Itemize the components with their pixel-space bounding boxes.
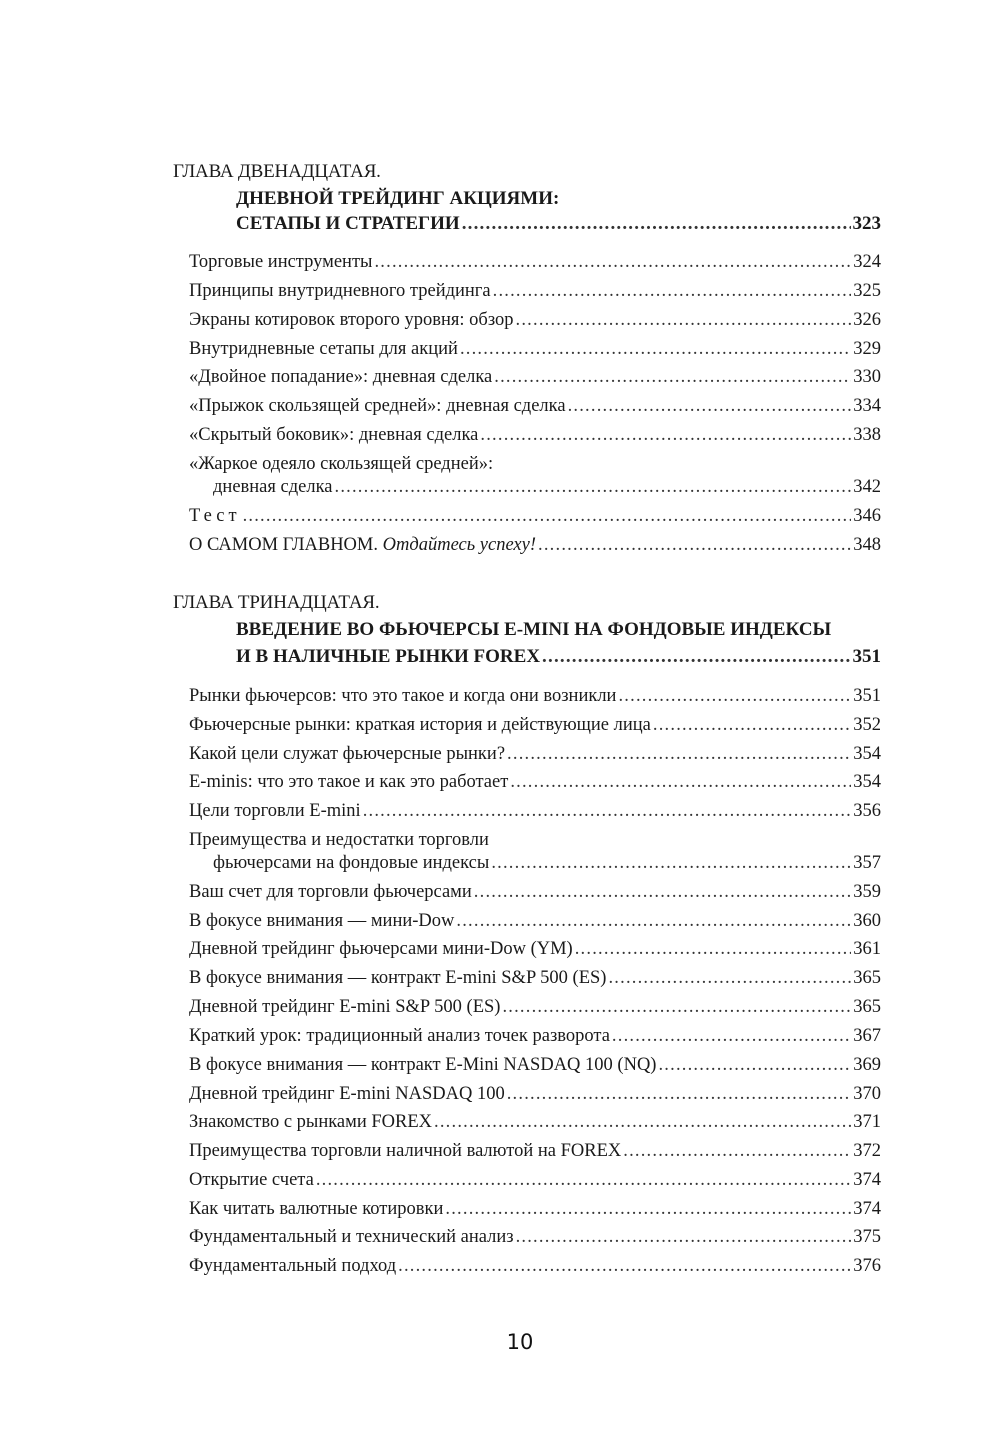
dot-leader <box>480 423 851 447</box>
page-number: 326 <box>853 310 881 330</box>
toc-entry[interactable]: Цели торговли E-mini ..... 356 <box>189 799 881 823</box>
toc-entry[interactable]: Фундаментальный подход ..... 376 <box>189 1254 881 1278</box>
toc-entry[interactable]: Какой цели служат фьючерсные рынки? ..... 354 <box>189 742 881 766</box>
toc-entry-line1[interactable]: Преимущества и недостатки торговли <box>189 830 489 850</box>
toc-entry[interactable]: Дневной трейдинг E-mini S&P 500 (ES) ..... 365 <box>189 995 881 1019</box>
page-number: 356 <box>853 801 881 821</box>
toc-entry[interactable]: О САМОМ ГЛАВНОМ. Отдайтесь успеху! ..... 348 <box>189 533 881 557</box>
toc-entry[interactable]: E-minis: что это такое и как это работает ..... 354 <box>189 770 881 794</box>
dot-leader <box>516 308 852 332</box>
toc-entry[interactable]: Дневной трейдинг фьючерсами мини-Dow (YM) ..... 361 <box>189 937 881 961</box>
dot-leader <box>474 880 851 904</box>
toc-entry[interactable]: Открытие счета ..... 374 <box>189 1168 881 1192</box>
toc-entry[interactable]: В фокусе внимания — контракт E-Mini NASDAQ 100 (NQ) ..... 369 <box>189 1053 881 1077</box>
toc-entry[interactable]: Принципы внутридневного трейдинга ..... 325 <box>189 279 881 303</box>
page-number: 351 <box>853 686 881 706</box>
page-number: 334 <box>853 396 881 416</box>
dot-leader <box>462 212 851 236</box>
page-number: 375 <box>853 1227 881 1247</box>
toc-entry[interactable]: фьючерсами на фондовые индексы ..... 357 <box>213 851 881 875</box>
chapter-12-label: ГЛАВА ДВЕНАДЦАТАЯ. <box>173 161 381 182</box>
page-number: 374 <box>853 1170 881 1190</box>
page-number: 360 <box>853 911 881 931</box>
dot-leader <box>507 742 851 766</box>
chapter-13-label: ГЛАВА ТРИНАДЦАТАЯ. <box>173 592 380 613</box>
dot-leader <box>374 250 851 274</box>
dot-leader <box>493 279 852 303</box>
dot-leader <box>434 1110 851 1134</box>
dot-leader <box>456 909 851 933</box>
page-number: 325 <box>853 281 881 301</box>
dot-leader <box>510 770 851 794</box>
dot-leader <box>502 995 851 1019</box>
toc-entry[interactable]: В фокусе внимания — контракт E-mini S&P 500 (ES) ..... 365 <box>189 966 881 990</box>
toc-entry[interactable]: Внутридневные сетапы для акций ..... 329 <box>189 337 881 361</box>
dot-leader <box>608 966 851 990</box>
page-number: 351 <box>852 646 881 667</box>
page-number: 361 <box>853 939 881 959</box>
dot-leader <box>507 1082 852 1106</box>
page-number: 371 <box>853 1112 881 1132</box>
page-number: 354 <box>853 772 881 792</box>
dot-leader <box>618 684 851 708</box>
page-number: 365 <box>853 997 881 1017</box>
toc-entry[interactable]: В фокусе внимания — мини-Dow ..... 360 <box>189 909 881 933</box>
toc-entry[interactable]: «Скрытый боковик»: дневная сделка ..... 338 <box>189 423 881 447</box>
page-number: 323 <box>852 213 881 234</box>
toc-entry[interactable]: «Прыжок скользящей средней»: дневная сделка ..... 334 <box>189 394 881 418</box>
toc-entry[interactable]: Ваш счет для торговли фьючерсами ..... 359 <box>189 880 881 904</box>
dot-leader <box>316 1168 851 1192</box>
page-number: 372 <box>853 1141 881 1161</box>
page-number: 367 <box>853 1026 881 1046</box>
toc-entry[interactable]: «Двойное попадание»: дневная сделка ..... 330 <box>189 365 881 389</box>
page-number: 329 <box>853 339 881 359</box>
page-number: 369 <box>853 1055 881 1075</box>
dot-leader <box>460 337 851 361</box>
chapter-12-title-line1: ДНЕВНОЙ ТРЕЙДИНГ АКЦИЯМИ: <box>236 188 560 209</box>
page-number: 357 <box>853 853 881 873</box>
toc-entry[interactable]: Экраны котировок второго уровня: обзор ..... 326 <box>189 308 881 332</box>
dot-leader <box>575 937 852 961</box>
dot-leader <box>542 645 850 669</box>
toc-entry[interactable]: Краткий урок: традиционный анализ точек разворота ..... 367 <box>189 1024 881 1048</box>
page-number: 338 <box>853 425 881 445</box>
dot-leader <box>538 533 851 557</box>
toc-entry[interactable]: Как читать валютные котировки ..... 374 <box>189 1197 881 1221</box>
page-number: 374 <box>853 1199 881 1219</box>
page-folio: 10 <box>506 1330 534 1354</box>
dot-leader <box>491 851 851 875</box>
dot-leader <box>516 1225 852 1249</box>
page-number: 376 <box>853 1256 881 1276</box>
dot-leader <box>335 475 852 499</box>
dot-leader <box>653 713 851 737</box>
page-number: 359 <box>853 882 881 902</box>
dot-leader <box>568 394 852 418</box>
page-number: 330 <box>853 367 881 387</box>
dot-leader <box>623 1139 851 1163</box>
chapter-13-title-line2[interactable]: И В НАЛИЧНЫЕ РЫНКИ FOREX ..... 351 <box>236 645 881 669</box>
page-number: 348 <box>853 535 881 555</box>
toc-entry[interactable]: Фьючерсные рынки: краткая история и действующие лица ..... 352 <box>189 713 881 737</box>
toc-entry[interactable]: Торговые инструменты ..... 324 <box>189 250 881 274</box>
dot-leader <box>363 799 852 823</box>
page-number: 352 <box>853 715 881 735</box>
page-number: 342 <box>853 477 881 497</box>
dot-leader <box>494 365 851 389</box>
toc-entry[interactable]: Дневной трейдинг E-mini NASDAQ 100 ..... 370 <box>189 1082 881 1106</box>
dot-leader <box>243 504 852 528</box>
dot-leader <box>445 1197 851 1221</box>
toc-entry[interactable]: Знакомство с рынками FOREX ..... 371 <box>189 1110 881 1134</box>
page-number: 324 <box>853 252 881 272</box>
dot-leader <box>398 1254 851 1278</box>
toc-entry-line1[interactable]: «Жаркое одеяло скользящей средней»: <box>189 454 494 474</box>
toc-entry[interactable]: Рынки фьючерсов: что это такое и когда они возникли ..... 351 <box>189 684 881 708</box>
toc-entry[interactable]: Тест ..... 346 <box>189 504 881 528</box>
page-number: 346 <box>853 506 881 526</box>
toc-entry[interactable]: Преимущества торговли наличной валютой на FOREX ..... 372 <box>189 1139 881 1163</box>
page-number: 354 <box>853 744 881 764</box>
page-number: 370 <box>853 1084 881 1104</box>
chapter-12-title-line2[interactable]: СЕТАПЫ И СТРАТЕГИИ ..... 323 <box>236 212 881 236</box>
toc-entry[interactable]: дневная сделка ..... 342 <box>213 475 881 499</box>
dot-leader <box>612 1024 851 1048</box>
chapter-13-title-line1: ВВЕДЕНИЕ ВО ФЬЮЧЕРСЫ E-MINI НА ФОНДОВЫЕ ИНДЕКСЫ <box>236 619 832 640</box>
dot-leader <box>658 1053 851 1077</box>
page-number: 365 <box>853 968 881 988</box>
toc-entry[interactable]: Фундаментальный и технический анализ ..... 375 <box>189 1225 881 1249</box>
